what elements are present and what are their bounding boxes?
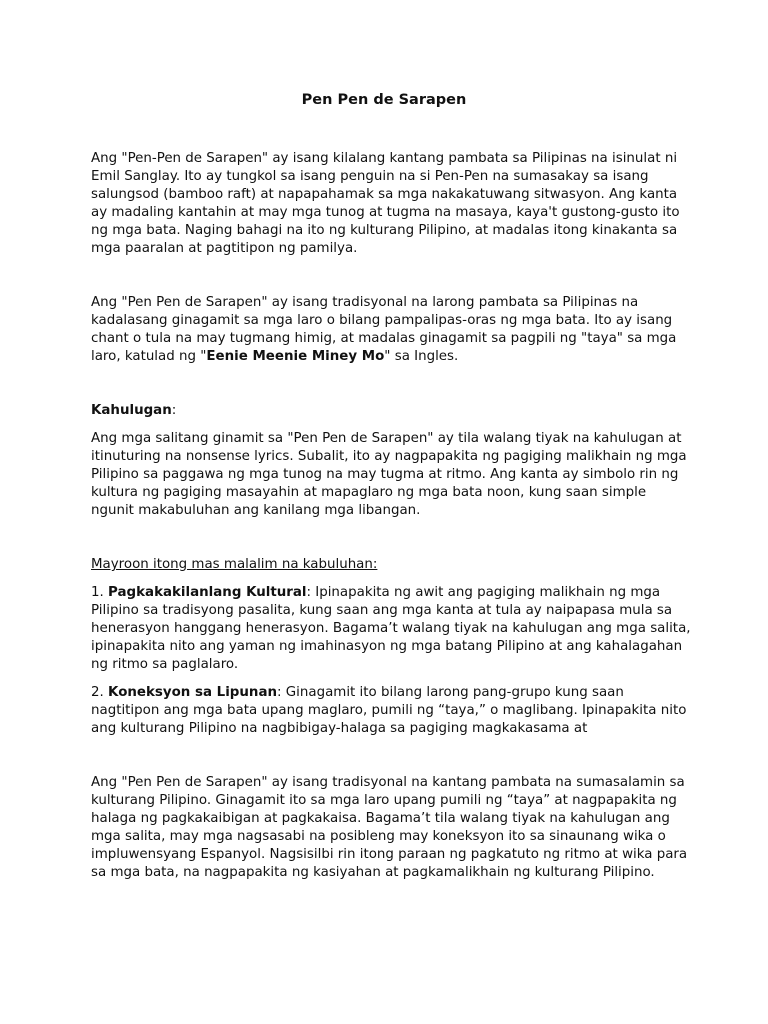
paragraph-meaning: Ang mga salitang ginamit sa "Pen Pen de Sarapen" ay tila walang tiyak na kahulugan at itinuturing na nonsense lyrics. Subalit, ito ay nagpapakita ng pagiging malikhain ng mga Pilipino sa paggawa ng mga tunog na may tugma at ritmo. Ang kanta ay simbolo rin ng kultura ng pagiging masayahin at mapaglaro ng mga bata noon, kung saan simple ngunit makabuluhan ang kanilang mga libangan. [91,431,687,518]
paragraph-game-text-after: " sa Ingles. [384,349,459,364]
list-item-1-text: : Ipinapakita ng awit ang pagiging malikhain ng mga Pilipino sa tradisyong pasalita, kung saan ang mga kanta at tula ay naipapasa mula sa henerasyon hanggang henerasyon. Bagama’t walang tiyak na kahulugan ang mga salita, ipinapakita nito ang yaman ng imahinasyon ng mga batang Pilipino at ang kahalagahan ng ritmo sa paglalaro. [91,585,691,672]
paragraph-conclusion: Ang "Pen Pen de Sarapen" ay isang tradisyonal na kantang pambata na sumasalamin sa kulturang Pilipino. Ginagamit ito sa mga laro upang pumili ng “taya” at nagpapakita ng halaga ng pagkakaibigan at pagkakaisa. Bagama’t tila walang tiyak na kahulugan ang mga salita, may mga nagsasabi na posibleng may koneksyon ito sa sinaunang wika o impluwensyang Espanyol. Nagsisilbi rin itong paraan ng pagkatuto ng ritmo at wika para sa mga bata, na nagpapakita ng kasiyahan at pagkamalikhain ng kulturang Pilipino. [91,775,688,880]
list-item-1-term: Pagkakakilanlang Kultural [108,585,307,600]
kahulugan-heading-label: Kahulugan [91,403,172,418]
paragraph-game-bold-phrase: Eenie Meenie Miney Mo [206,349,385,364]
kahulugan-heading [91,402,691,420]
document-body [91,150,691,882]
kahulugan-heading-colon: : [171,403,177,418]
paragraph-game-text-before: Ang "Pen Pen de Sarapen" ay isang tradisyonal na larong pambata sa Pilipinas na kadalasang ginagamit sa mga laro o bilang pampalipas-oras ng mga bata. Ito ay isang chant o tula na may tugmang himig, at madalas ginagamit sa pagpili ng "taya" sa mga laro, katulad ng " [91,295,677,364]
list-item-2-text: : Ginagamit ito bilang larong pang-grupo kung saan nagtitipon ang mga bata upang maglaro, pumili ng “taya,” o maglibang. Ipinapakita nito ang kulturang Pilipino na nagbibigay-halaga sa pagiging magkakasama at [91,685,687,736]
list-item-1-number: 1. [91,585,104,600]
list-item-2-number: 2. [91,685,104,700]
list-item-2 [91,684,691,738]
paragraph-game [91,294,691,366]
list-item-2-term: Koneksyon sa Lipunan [108,685,278,700]
deeper-meaning-heading: Mayroon itong mas malalim na kabuluhan: [91,557,378,572]
paragraph-intro: Ang "Pen-Pen de Sarapen" ay isang kilalang kantang pambata sa Pilipinas na isinulat ni Emil Sanglay. Ito ay tungkol sa isang penguin na si Pen-Pen na sumasakay sa isang salungsod (bamboo raft) at napapahamak sa mga nakakatuwang sitwasyon. Ang kanta ay madaling kantahin at may mga tunog at tugma na masaya, kaya't gustong-gusto ito ng mga bata. Naging bahagi na ito ng kulturang Pilipino, at madalas itong kinakanta sa mga paaralan at pagtitipon ng pamilya. [91,151,680,256]
list-item-1 [91,584,691,674]
page-title: Pen Pen de Sarapen [301,92,467,108]
